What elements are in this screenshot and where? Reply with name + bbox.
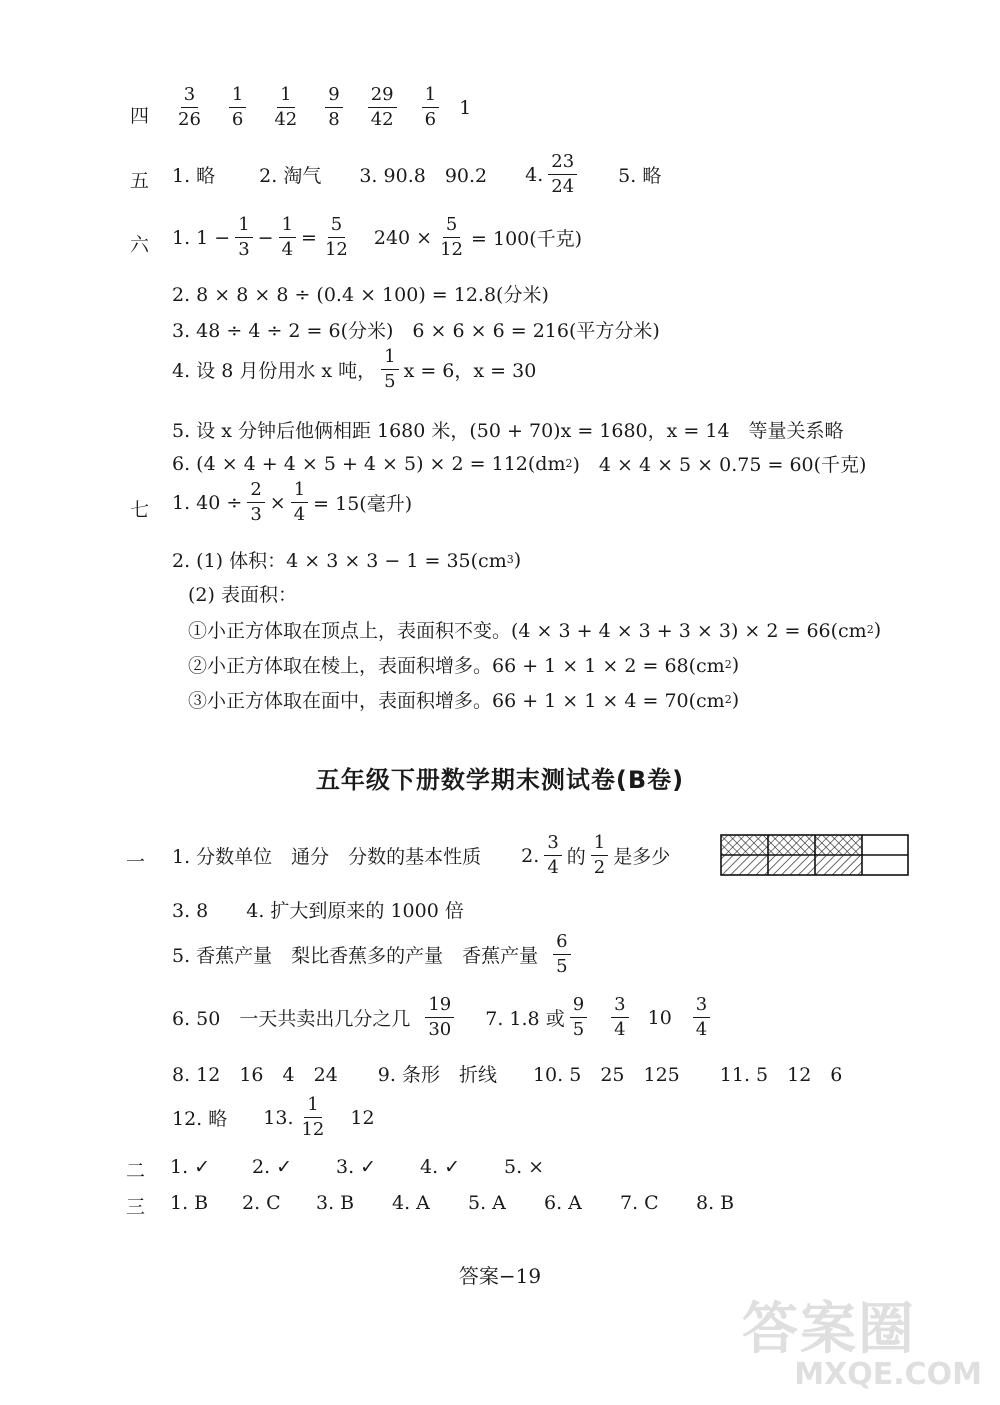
- superscript: 2: [866, 623, 874, 636]
- answer-text: 13.: [263, 1106, 294, 1129]
- b-section-1-q6-q7: [172, 996, 715, 1039]
- fraction: $\frac{3}{4}$: [544, 834, 561, 877]
- answer-text: 6. 50 一天共卖出几分之几: [172, 1008, 411, 1030]
- fraction: $\frac{3}{26}$: [178, 84, 201, 130]
- fraction: $\frac{5}{12}$: [324, 214, 348, 260]
- b-section-2-label: 二: [126, 1160, 146, 1182]
- answer-text: 10. 5 25 125: [532, 1064, 680, 1086]
- answer-text: 1. 分数单位 通分 分数的基本性质: [172, 846, 482, 868]
- superscript: 2: [565, 457, 573, 470]
- answer-text: 4. ✓: [420, 1156, 461, 1178]
- answer-text: 10: [647, 1006, 672, 1029]
- fraction: $\frac{3}{4}$: [693, 996, 710, 1039]
- section-4-answers: [170, 86, 471, 129]
- fraction: $\frac{9}{5}$: [570, 996, 587, 1039]
- answer-text: 12. 略: [172, 1108, 228, 1130]
- answer-text: ): [513, 548, 522, 571]
- answer-text: 3. 90.8 90.2: [359, 165, 488, 187]
- page-number: 答案−19: [458, 1264, 542, 1288]
- answer-text: ) 4 × 4 × 5 × 0.75 = 60(千克): [572, 454, 867, 476]
- fraction: $\frac{19}{30}$: [425, 996, 454, 1039]
- answer-text: 1. 略: [172, 165, 216, 187]
- fraction: $\frac{6}{5}$: [553, 933, 570, 976]
- answer-text: 12: [350, 1106, 375, 1129]
- section-7-case-3: [188, 686, 739, 713]
- b-section-1-q12-q13: [172, 1096, 375, 1139]
- fraction: $\frac{1}{5}$: [381, 348, 398, 391]
- fraction: $\frac{1}{6}$: [229, 86, 246, 129]
- section-5-label: 五: [130, 170, 150, 192]
- cross-hatched-region: [721, 835, 862, 855]
- answer-text: 2.: [521, 844, 540, 867]
- answer-text: 240 ×: [373, 226, 433, 249]
- section-7-case-1: [188, 616, 881, 643]
- section-7-case-2: [188, 651, 739, 678]
- answer-text: x = 6，x = 30: [403, 360, 537, 382]
- answer-text: ×: [269, 491, 286, 514]
- section-7-label: 七: [130, 499, 150, 521]
- b-section-2-answers: [170, 1156, 588, 1178]
- fraction: $\frac{23}{24}$: [548, 153, 577, 196]
- answer-text: 6. A: [544, 1192, 582, 1214]
- b-section-1-q3-q4: 3. 8 4. 扩大到原来的 1000 倍: [172, 900, 464, 922]
- section-6-q4: [172, 348, 536, 391]
- answer-text: 的: [566, 846, 586, 868]
- answer-text: 1: [459, 96, 472, 119]
- answer-text: 2. ✓: [252, 1156, 293, 1178]
- answer-text: −: [257, 226, 274, 249]
- answer-text: 7. 1.8 或: [485, 1008, 565, 1030]
- fraction: $\frac{1}{12}$: [301, 1094, 325, 1140]
- answer-text: 1. 40 ÷: [172, 491, 243, 514]
- superscript: 2: [724, 658, 732, 671]
- answer-text: 6. (4 × 4 + 4 × 5 + 4 × 5) × 2 = 112(dm: [172, 452, 566, 475]
- b-section-1-q8-q11: [172, 1060, 842, 1087]
- page-title: 五年级下册数学期末测试卷(B卷): [315, 766, 685, 794]
- answer-text: ②小正方体取在棱上，表面积增多。66 + 1 × 1 × 2 = 68(cm: [188, 655, 725, 677]
- hatched-region: [721, 855, 862, 875]
- fraction: $\frac{3}{4}$: [611, 996, 628, 1039]
- b-section-1-q5: [172, 933, 576, 976]
- answer-text: =: [301, 226, 317, 249]
- fraction: $\frac{1}{4}$: [279, 216, 296, 259]
- fraction: $\frac{1}{6}$: [422, 86, 439, 129]
- section-6-q5: 5. 设 x 分钟后他俩相距 1680 米，(50 + 70)x = 1680，x = 14 等量关系略: [172, 420, 844, 442]
- answer-text: ): [731, 688, 740, 711]
- b-section-1-label: 一: [126, 851, 146, 873]
- fraction: $\frac{1}{4}$: [291, 481, 308, 524]
- answer-text: 5. 略: [618, 165, 662, 187]
- answer-text: 8. 12 16 4 24: [172, 1064, 338, 1086]
- section-4-label: 四: [130, 105, 150, 127]
- answer-text: 是多少: [613, 846, 671, 868]
- answer-text: 5. 香蕉产量 梨比香蕉多的产量 香蕉产量: [172, 945, 539, 967]
- answer-text: 4.: [525, 163, 544, 186]
- fraction-grid-diagram: [720, 834, 910, 876]
- watermark-logo: 答案圈 MXQE.COM: [742, 1297, 982, 1392]
- section-7-q2a: [172, 546, 521, 573]
- fraction: $\frac{1}{3}$: [235, 216, 252, 259]
- answer-text: 1. ✓: [170, 1156, 211, 1178]
- fraction: $\frac{1}{2}$: [591, 834, 608, 877]
- answer-text: 4. 设 8 月份用水 x 吨，: [172, 360, 377, 382]
- answer-text: 4. A: [392, 1192, 430, 1214]
- fraction: $\frac{5}{12}$: [440, 214, 464, 260]
- answer-text: 8. B: [696, 1192, 735, 1214]
- answer-text: 2. 淘气: [259, 165, 322, 187]
- answer-text: 5. A: [468, 1192, 506, 1214]
- answer-text: ): [731, 653, 740, 676]
- section-6-q3: 3. 48 ÷ 4 ÷ 2 = 6(分米) 6 × 6 × 6 = 216(平方分米): [172, 320, 660, 342]
- answer-text: 2. C: [242, 1192, 281, 1214]
- section-6-q1: [172, 216, 582, 259]
- fraction: $\frac{9}{8}$: [325, 86, 342, 129]
- section-7-q2b: (2) 表面积：: [188, 584, 297, 606]
- answer-text: 1. 1 −: [172, 226, 231, 249]
- b-section-3-label: 三: [126, 1196, 146, 1218]
- answer-text: 11. 5 12 6: [719, 1064, 843, 1086]
- section-6-label: 六: [130, 234, 150, 256]
- section-6-q6: [172, 450, 866, 477]
- section-7-q1: [172, 481, 412, 524]
- b-section-3-answers: [170, 1192, 756, 1214]
- answer-text: = 15(毫升): [313, 493, 413, 515]
- fraction: $\frac{1}{42}$: [274, 84, 298, 130]
- answer-text: 3. B: [316, 1192, 355, 1214]
- b-section-1-q1-q2: [172, 834, 670, 877]
- fraction: $\frac{2}{3}$: [247, 481, 264, 524]
- answer-text: 5. ×: [504, 1156, 545, 1178]
- superscript: 3: [506, 553, 514, 566]
- superscript: 2: [724, 693, 732, 706]
- fraction: $\frac{29}{42}$: [368, 86, 397, 129]
- answer-text: 1. B: [170, 1192, 209, 1214]
- section-5-answers: [172, 153, 661, 196]
- answer-text: ③小正方体取在面中，表面积增多。66 + 1 × 1 × 4 = 70(cm: [188, 690, 725, 712]
- answer-text: 7. C: [620, 1192, 659, 1214]
- answer-text: = 100(千克): [471, 228, 583, 250]
- answer-text: ①小正方体取在顶点上，表面积不变。(4 × 3 + 4 × 3 + 3 × 3) × 2 = 66(cm: [188, 620, 867, 642]
- answer-text: 2. (1) 体积：4 × 3 × 3 − 1 = 35(cm: [172, 550, 507, 572]
- answer-text: 9. 条形 折线: [377, 1064, 497, 1086]
- answer-text: ): [873, 618, 882, 641]
- section-6-q2: 2. 8 × 8 × 8 ÷ (0.4 × 100) = 12.8(分米): [172, 284, 549, 306]
- answer-text: 3. ✓: [336, 1156, 377, 1178]
